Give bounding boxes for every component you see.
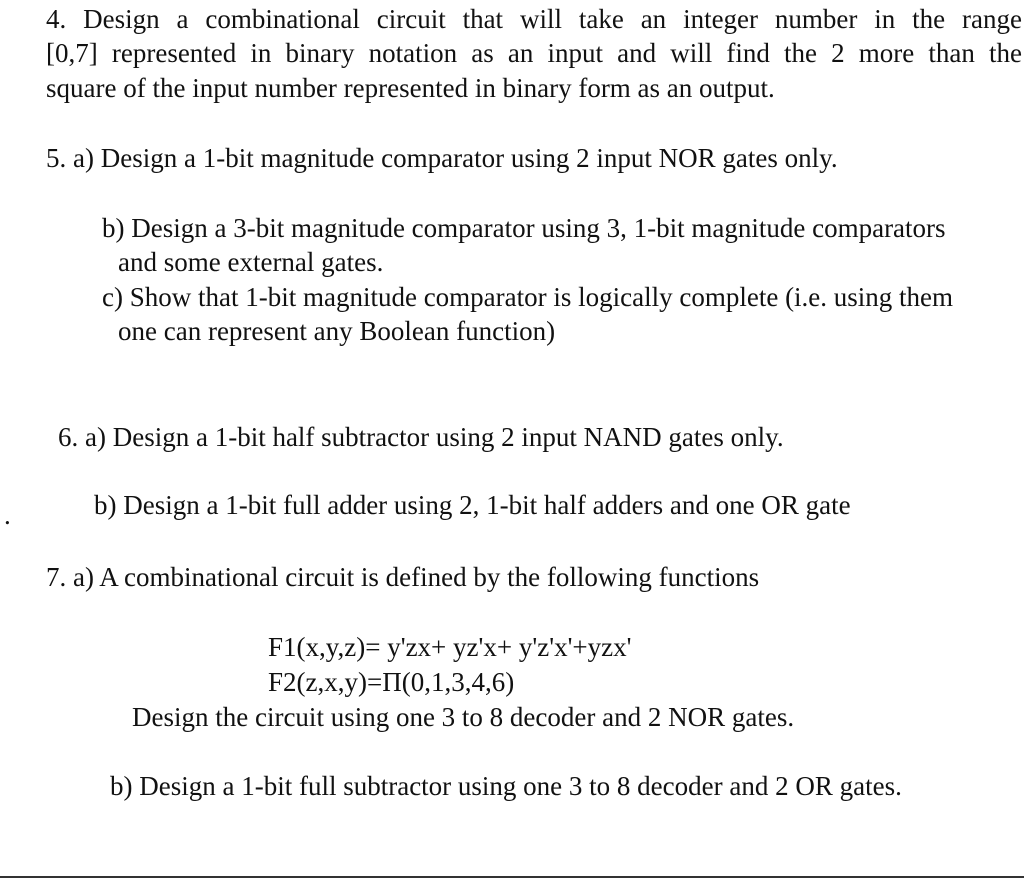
q7-function-f2: F2(z,x,y)=Π(0,1,3,4,6) <box>268 667 515 697</box>
q6-part-b: b) Design a 1-bit full adder using 2, 1-bit half adders and one OR gate <box>94 490 851 520</box>
q4-line-1: 4. Design a combinational circuit that will take an integer number in the range <box>46 4 1022 34</box>
q5-part-b-line-2: and some external gates. <box>118 247 384 277</box>
stray-mark: . <box>4 500 11 530</box>
q7-design-instruction: Design the circuit using one 3 to 8 decoder and 2 NOR gates. <box>132 702 795 732</box>
q4-line-3: square of the input number represented in binary form as an output. <box>46 73 775 103</box>
q5-part-a: 5. a) Design a 1-bit magnitude comparator using 2 input NOR gates only. <box>46 143 838 173</box>
q5-part-c-line-2: one can represent any Boolean function) <box>118 316 556 346</box>
q5-part-b-line-1: b) Design a 3-bit magnitude comparator using 3, 1-bit magnitude comparators <box>102 213 946 243</box>
q7-function-f1: F1(x,y,z)= y'zx+ yz'x+ y'z'x'+yzx' <box>268 632 632 662</box>
q7-part-b: b) Design a 1-bit full subtractor using one 3 to 8 decoder and 2 OR gates. <box>110 771 902 801</box>
q4-line-2: [0,7] represented in binary notation as an input and will find the 2 more than the <box>46 38 1022 68</box>
q6-part-a: 6. a) Design a 1-bit half subtractor using 2 input NAND gates only. <box>58 422 784 452</box>
q7-part-a: 7. a) A combinational circuit is defined by the following functions <box>46 562 760 592</box>
bottom-divider <box>0 876 1024 878</box>
q5-part-c-line-1: c) Show that 1-bit magnitude comparator is logically complete (i.e. using them <box>102 282 954 312</box>
